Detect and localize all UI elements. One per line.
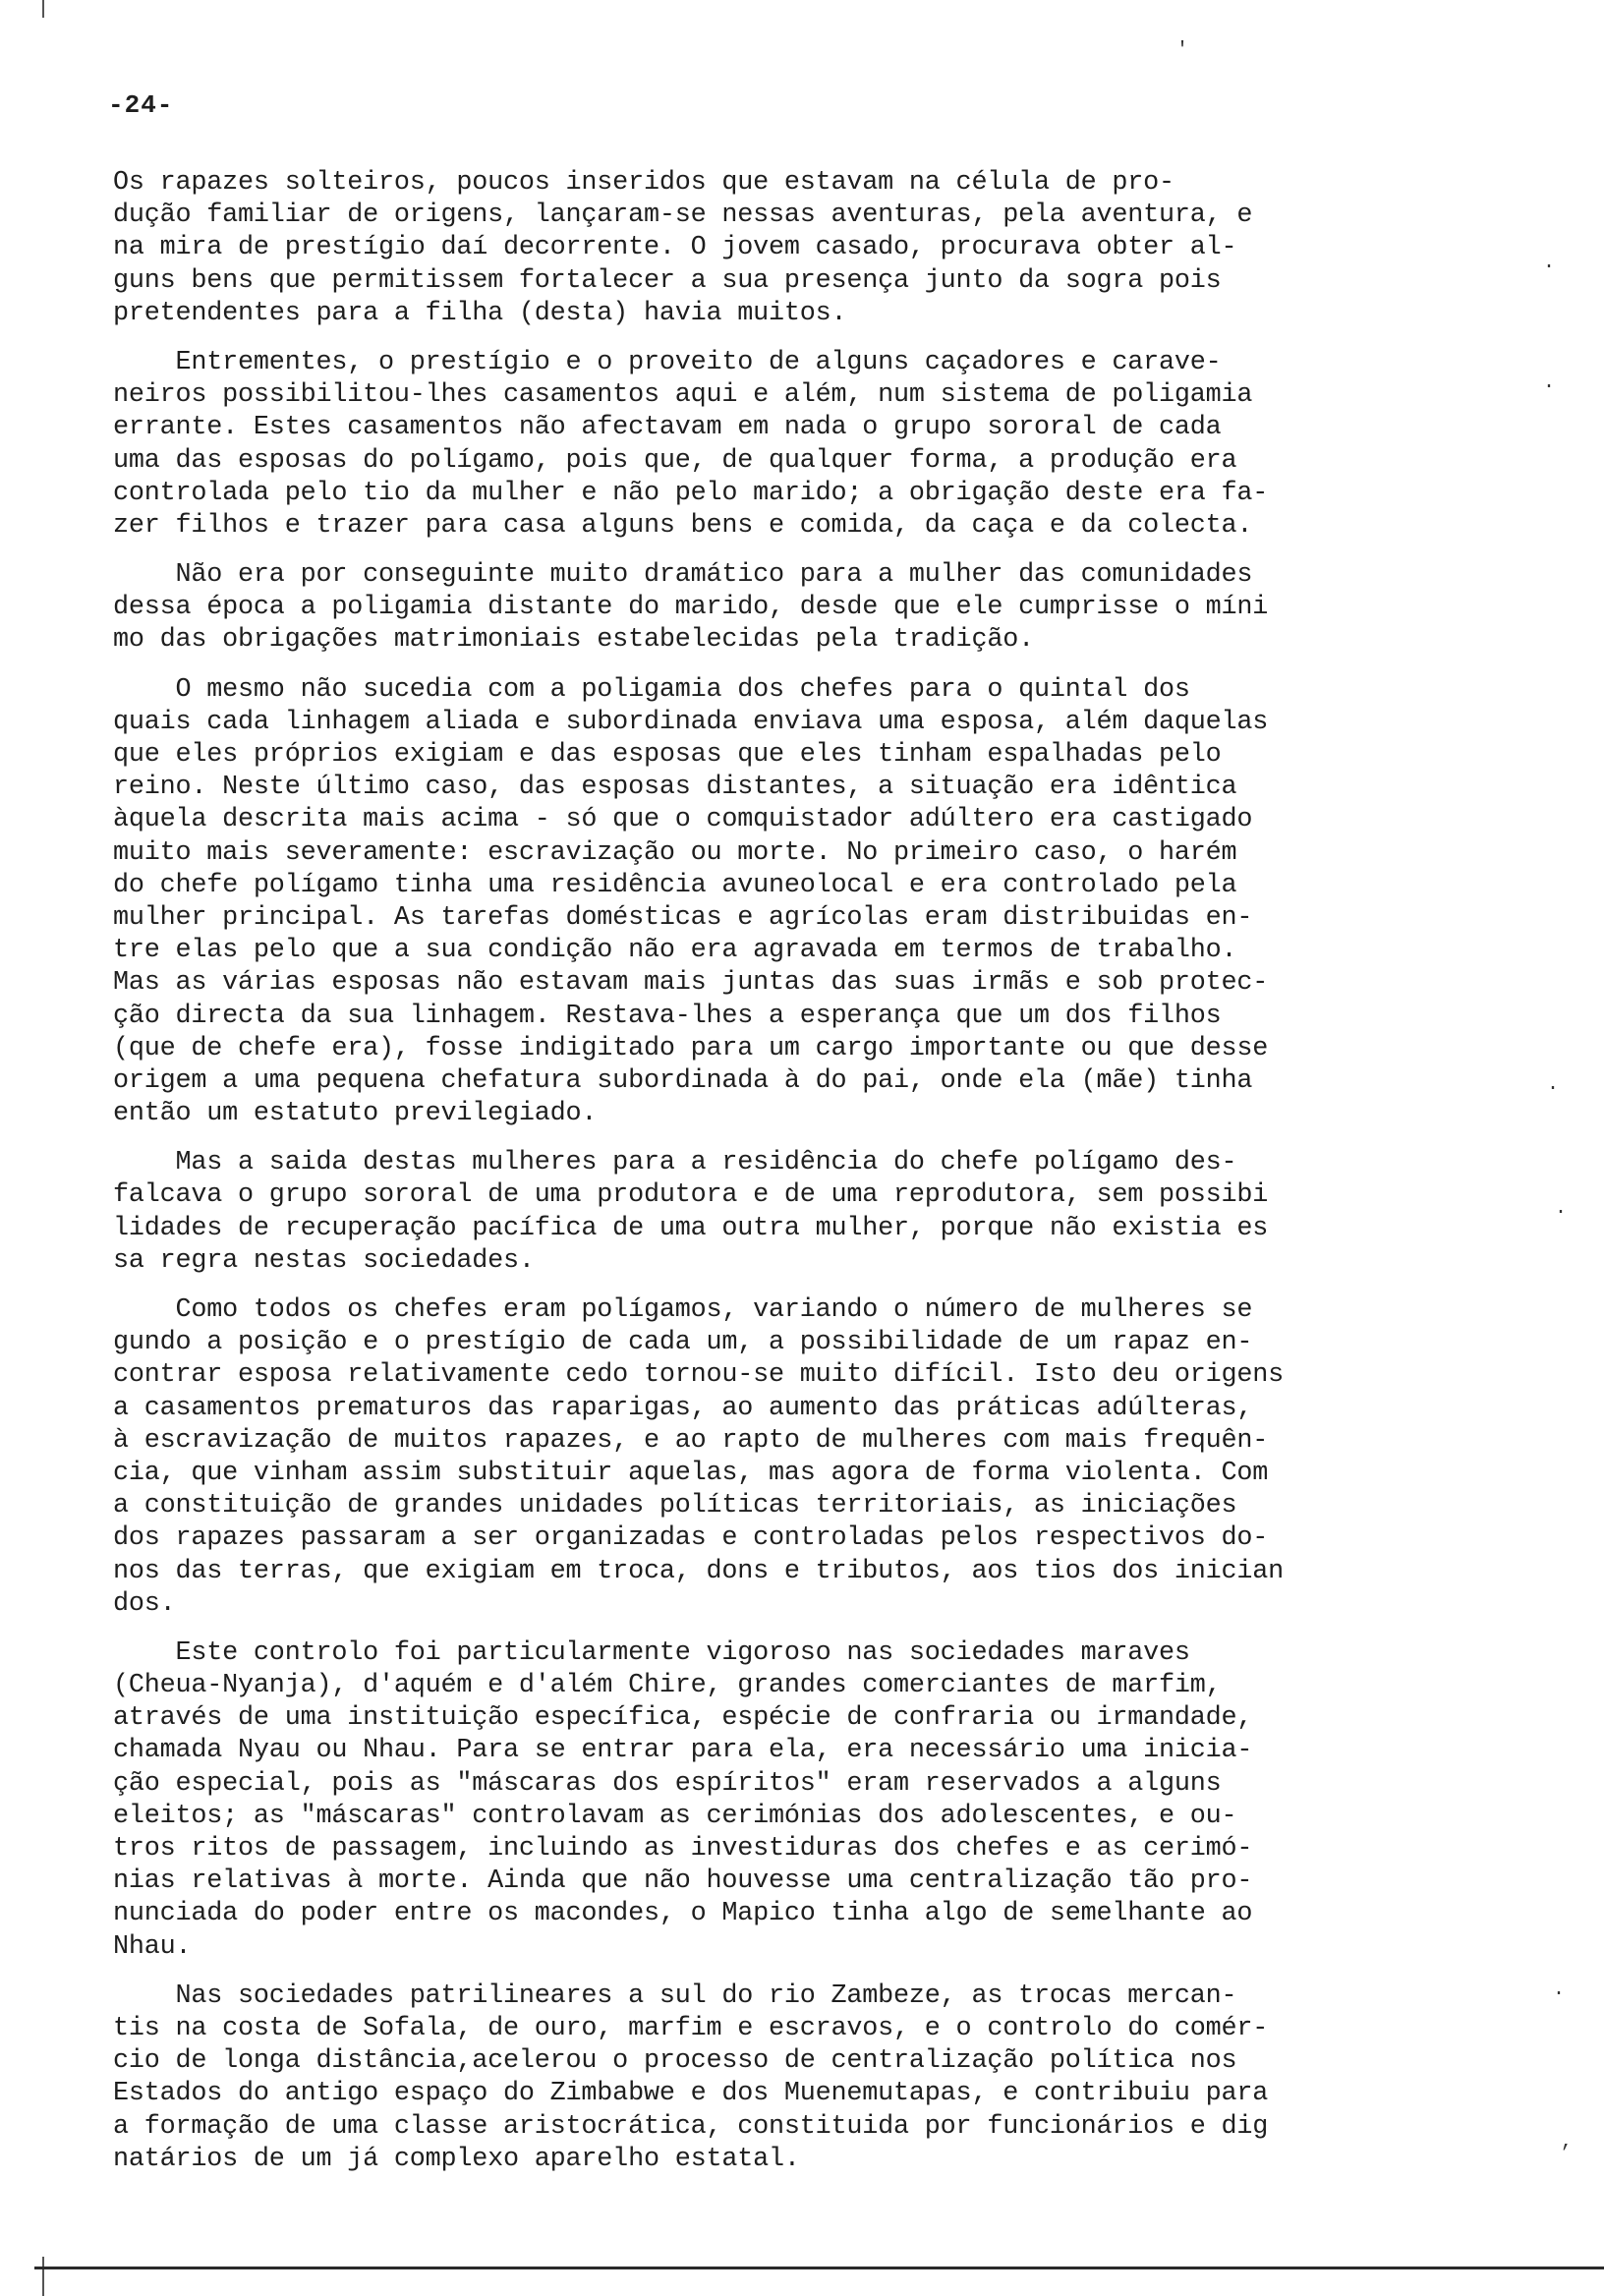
text-line: Nhau.: [113, 1931, 192, 1962]
text-line: natários de um já complexo aparelho estatal.: [113, 2144, 800, 2174]
text-line: ção especial, pois as "máscaras dos espíritos" eram reservados a alguns: [113, 1768, 1222, 1799]
text-line: ção directa da sua linhagem. Restava-lhes a esperança que um dos filhos: [113, 1001, 1222, 1031]
text-line: Não era por conseguinte muito dramático para a mulher das comunidades: [113, 560, 1253, 591]
text-line: reino. Neste último caso, das esposas distantes, a situação era idêntica: [113, 773, 1237, 803]
document-body: [113, 167, 1450, 2193]
text-line: tre elas pelo que a sua condição não era agravada em termos de trabalho.: [113, 936, 1237, 966]
text-line: nos das terras, que exigiam em troca, dons e tributos, aos tios dos inician: [113, 1556, 1285, 1586]
scan-speck: ': [1176, 39, 1189, 62]
text-line: do chefe polígamo tinha uma residência avuneolocal e era controlado pela: [113, 870, 1237, 900]
paragraph: [113, 1147, 1450, 1278]
text-line: Estados do antigo espaço do Zimbabwe e dos Muenemutapas, e contribuiu para: [113, 2079, 1269, 2109]
paragraph: [113, 167, 1450, 330]
scan-speck: .: [1553, 1979, 1566, 2001]
text-line: tis na costa de Sofala, de ouro, marfim e escravos, e o controlo do comér-: [113, 2013, 1269, 2043]
text-line: dos rapazes passaram a ser organizadas e controladas pelos respectivos do-: [113, 1523, 1269, 1554]
text-line: errante. Estes casamentos não afectavam em nada o grupo sororal de cada: [113, 413, 1222, 443]
text-line: Os rapazes solteiros, poucos inseridos que estavam na célula de pro-: [113, 168, 1174, 198]
text-line: Como todos os chefes eram polígamos, variando o número de mulheres se: [113, 1295, 1253, 1325]
paragraph: [113, 559, 1450, 658]
paragraph: [113, 674, 1450, 1131]
text-line: a casamentos prematuros das raparigas, ao aumento das práticas adúlteras,: [113, 1393, 1253, 1423]
text-line: (que de chefe era), fosse indigitado para um cargo importante ou que desse: [113, 1033, 1269, 1063]
text-line: tros ritos de passagem, incluindo as investiduras dos chefes e as cerimó-: [113, 1834, 1253, 1864]
text-line: neiros possibilitou-lhes casamentos aqui e além, num sistema de poligamia: [113, 380, 1253, 411]
text-line: falcava o grupo sororal de uma produtora e de uma reprodutora, sem possibi: [113, 1180, 1269, 1211]
text-line: a constituição de grandes unidades políticas territoriais, as iniciações: [113, 1491, 1237, 1521]
text-line: dos.: [113, 1588, 176, 1619]
text-line: que eles próprios exigiam e das esposas que eles tinham espalhadas pelo: [113, 740, 1222, 770]
text-line: guns bens que permitissem fortalecer a sua presença junto da sogra pois: [113, 265, 1222, 296]
text-line: Entrementes, o prestígio e o proveito de alguns caçadores e carave-: [113, 347, 1222, 377]
paragraph: [113, 347, 1450, 543]
text-line: mulher principal. As tarefas domésticas e agrícolas eram distribuidas en-: [113, 902, 1253, 933]
text-line: eleitos; as "máscaras" controlavam as cerimónias dos adolescentes, e ou-: [113, 1801, 1237, 1831]
paragraph: [113, 1637, 1450, 1964]
text-line: origem a uma pequena chefatura subordinada à do pai, onde ela (mãe) tinha: [113, 1065, 1253, 1096]
text-line: controlada pelo tio da mulher e não pelo marido; a obrigação deste era fa-: [113, 478, 1269, 508]
text-line: dessa época a poligamia distante do marido, desde que ele cumprisse o míni: [113, 593, 1269, 623]
text-line: contrar esposa relativamente cedo tornou-se muito difícil. Isto deu origens: [113, 1360, 1285, 1391]
scan-speck: ,: [1561, 2131, 1574, 2153]
scan-speck: .: [1543, 252, 1556, 274]
text-line: na mira de prestígio daí decorrente. O jovem casado, procurava obter al-: [113, 233, 1237, 263]
text-line: nias relativas à morte. Ainda que não houvesse uma centralização tão pro-: [113, 1866, 1253, 1897]
bottom-rule: [34, 2267, 1604, 2269]
text-line: chamada Nyau ou Nhau. Para se entrar para ela, era necessário uma inicia-: [113, 1736, 1253, 1766]
scan-speck: .: [1555, 1197, 1568, 1220]
text-line: zer filhos e trazer para casa alguns bens e comida, da caça e da colecta.: [113, 510, 1253, 541]
text-line: sa regra nestas sociedades.: [113, 1245, 535, 1276]
text-line: Mas as várias esposas não estavam mais juntas das suas irmãs e sob protec-: [113, 968, 1269, 999]
paragraph: [113, 1980, 1450, 2176]
text-line: O mesmo não sucedia com a poligamia dos chefes para o quintal dos: [113, 674, 1190, 705]
text-line: lidades de recuperação pacífica de uma outra mulher, porque não existia es: [113, 1213, 1269, 1243]
text-line: Mas a saida destas mulheres para a residência do chefe polígamo des-: [113, 1148, 1237, 1178]
paragraph: [113, 1294, 1450, 1621]
text-line: então um estatuto previlegiado.: [113, 1099, 598, 1129]
text-line: à escravização de muitos rapazes, e ao rapto de mulheres com mais frequên-: [113, 1425, 1269, 1456]
text-line: quais cada linhagem aliada e subordinada enviava uma esposa, além daquelas: [113, 707, 1269, 737]
text-line: (Cheua-Nyanja), d'aquém e d'além Chire, grandes comerciantes de marfim,: [113, 1671, 1222, 1701]
text-line: muito mais severamente: escravização ou morte. No primeiro caso, o harém: [113, 837, 1237, 868]
text-line: gundo a posição e o prestígio de cada um, a possibilidade de um rapaz en-: [113, 1328, 1253, 1358]
scan-edge-mark: [42, 0, 44, 18]
text-line: mo das obrigações matrimoniais estabelecidas pela tradição.: [113, 625, 1034, 656]
text-line: a formação de uma classe aristocrática, constituida por funcionários e dig: [113, 2111, 1269, 2142]
text-line: àquela descrita mais acima - só que o comquistador adúltero era castigado: [113, 805, 1253, 835]
page-number: -24-: [108, 90, 174, 120]
text-line: Este controlo foi particularmente vigoroso nas sociedades maraves: [113, 1637, 1190, 1668]
text-line: nunciada do poder entre os macondes, o Mapico tinha algo de semelhante ao: [113, 1899, 1253, 1929]
text-line: dução familiar de origens, lançaram-se nessas aventuras, pela aventura, e: [113, 201, 1253, 231]
scan-speck: .: [1543, 372, 1556, 394]
scan-speck: .: [1547, 1073, 1560, 1096]
text-line: pretendentes para a filha (desta) havia muitos.: [113, 298, 847, 328]
scan-edge-mark: [42, 2257, 44, 2296]
text-line: através de uma instituição específica, espécie de confraria ou irmandade,: [113, 1703, 1253, 1734]
text-line: Nas sociedades patrilineares a sul do rio Zambeze, as trocas mercan-: [113, 1980, 1237, 2011]
text-line: cia, que vinham assim substituir aquelas, mas agora de forma violenta. Com: [113, 1458, 1269, 1488]
text-line: uma das esposas do polígamo, pois que, de qualquer forma, a produção era: [113, 445, 1237, 476]
text-line: cio de longa distância,acelerou o processo de centralização política nos: [113, 2046, 1237, 2077]
